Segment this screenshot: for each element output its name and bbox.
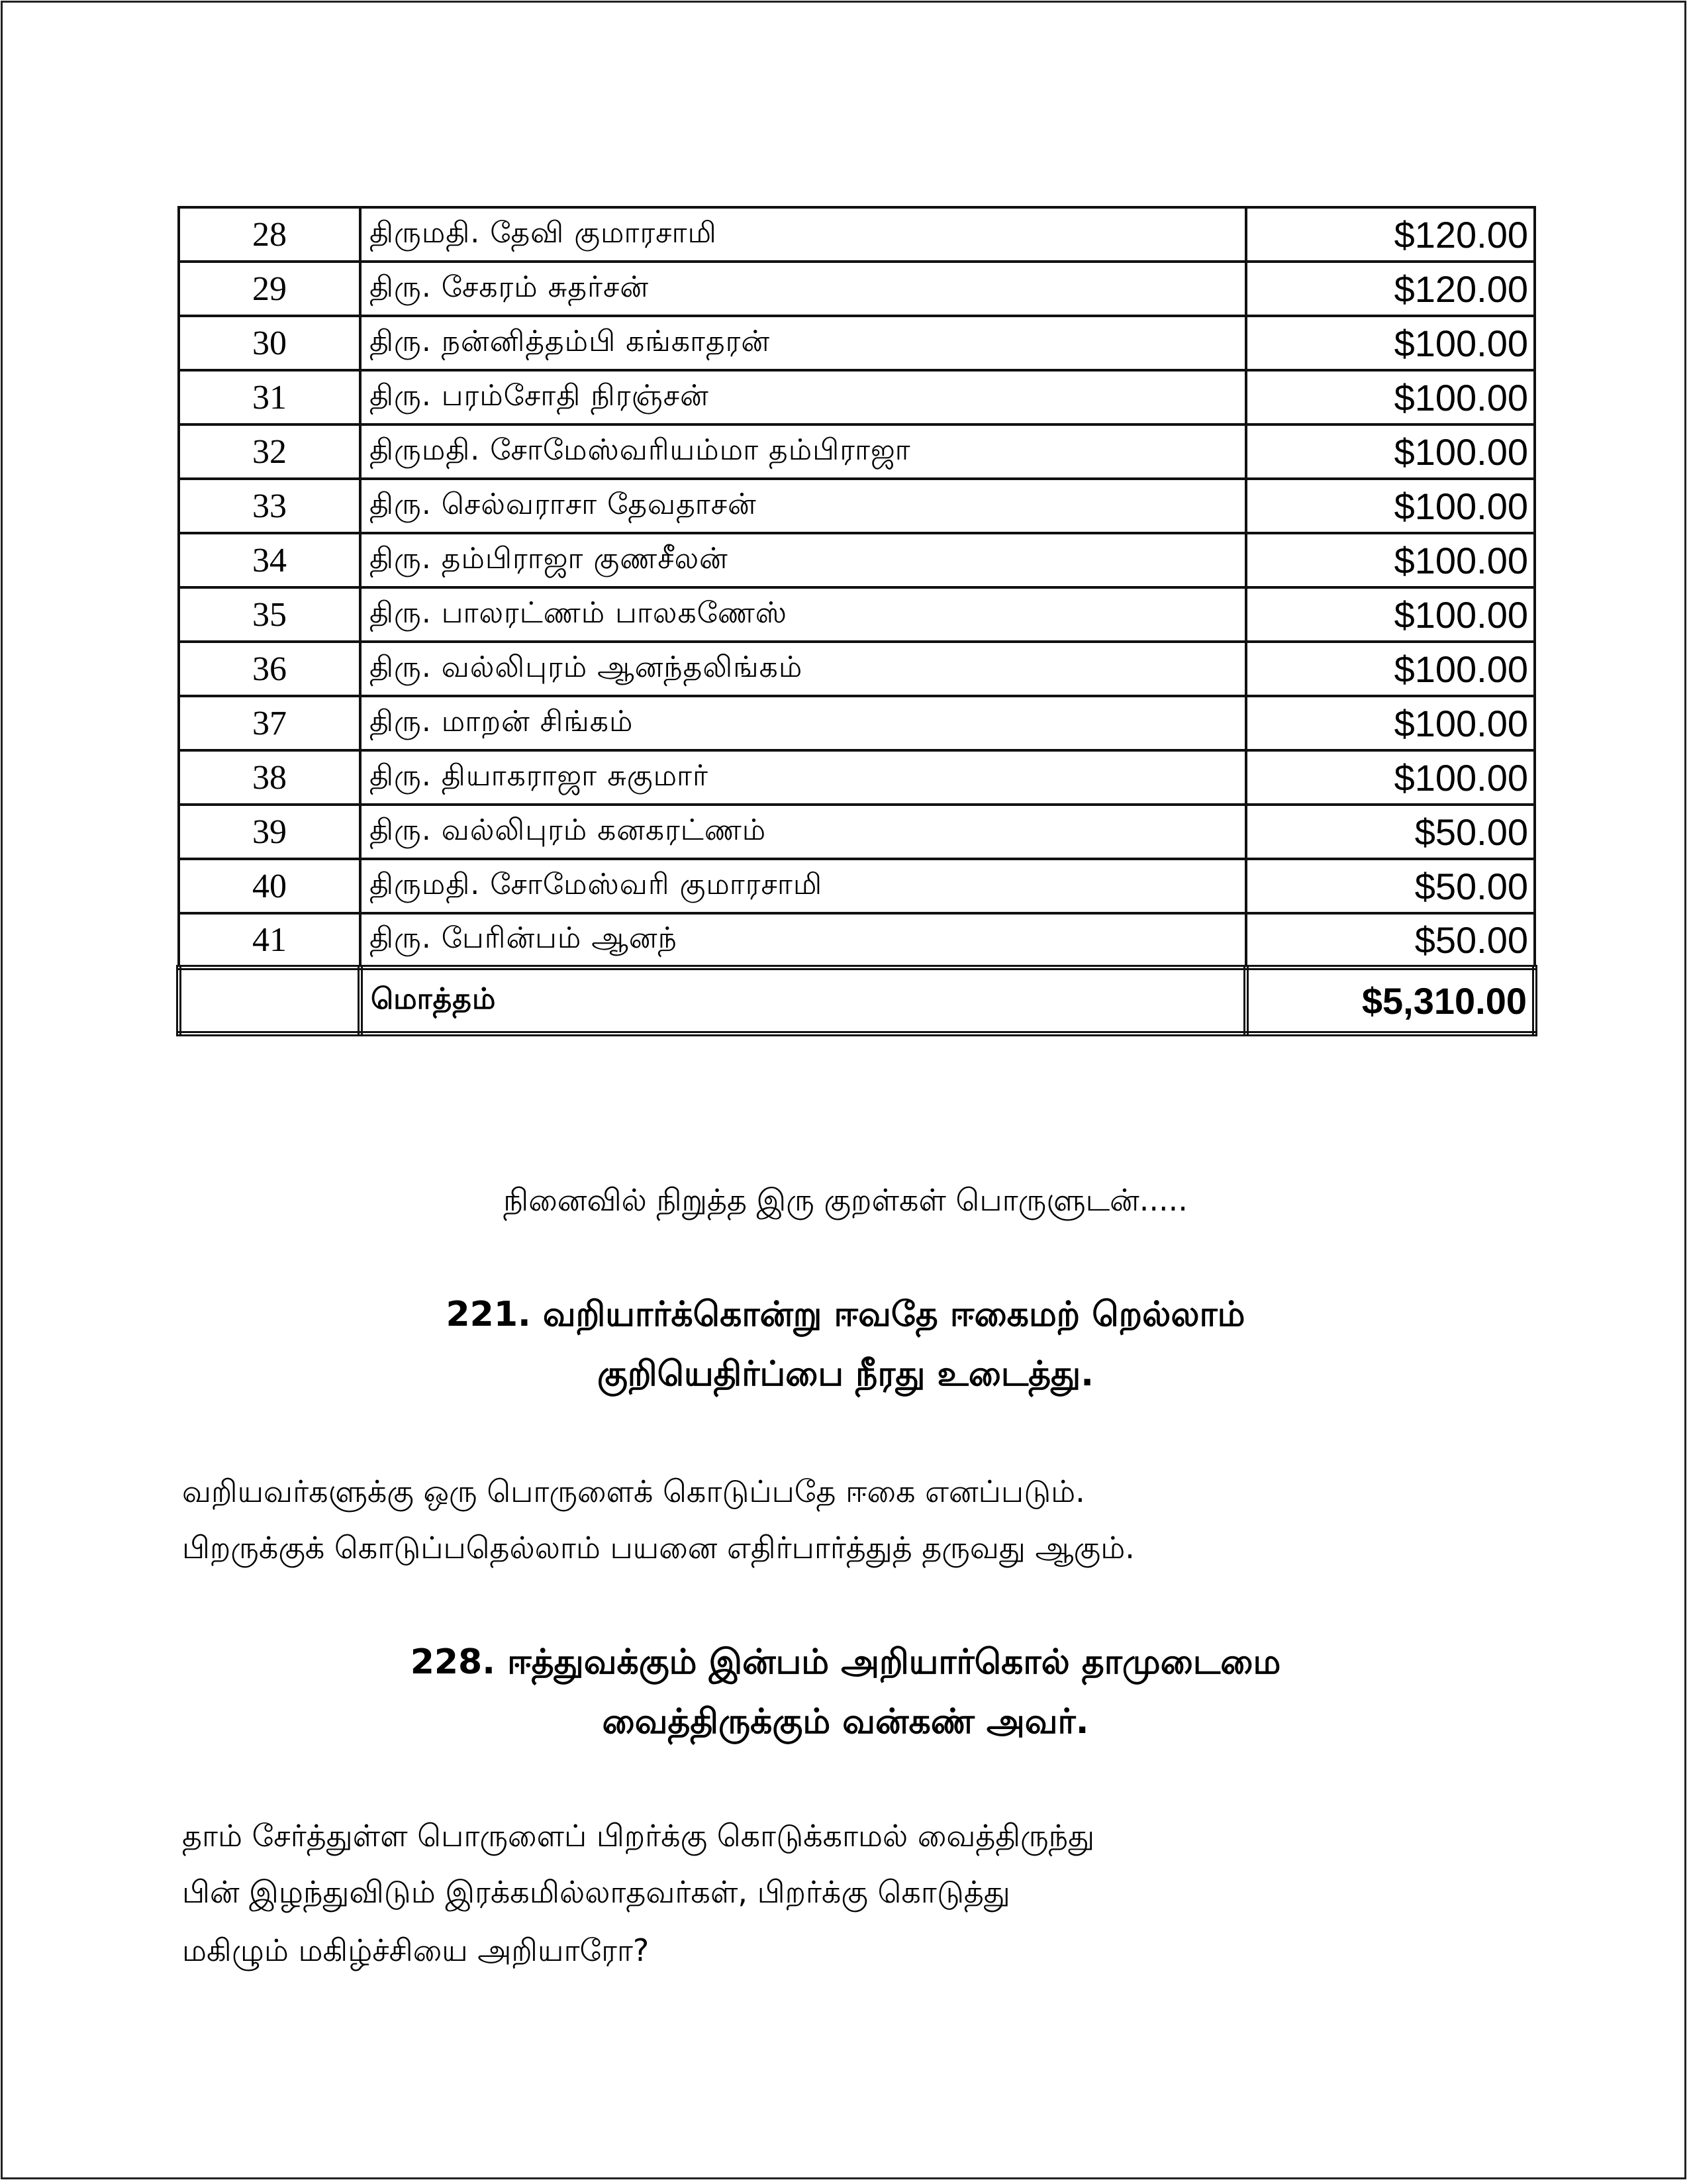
donation-amount: $100.00 (1246, 316, 1535, 370)
total-label: மொத்தம் (360, 968, 1246, 1034)
donor-name: திரு. பரம்சோதி நிரஞ்சன் (360, 370, 1246, 424)
table-row (179, 750, 1535, 805)
donation-amount: $100.00 (1246, 696, 1535, 750)
row-number: 32 (179, 424, 360, 479)
donor-name: திரு. வல்லிபுரம் ஆனந்தலிங்கம் (360, 642, 1246, 696)
row-number: 37 (179, 696, 360, 750)
row-number: 29 (179, 262, 360, 316)
total-row (179, 968, 1535, 1034)
kural-228-meaning-3: மகிழும் மகிழ்ச்சியை அறியாரோ? (182, 1932, 650, 1968)
donor-name: திரு. செல்வராசா தேவதாசன் (360, 479, 1246, 533)
table-row (179, 370, 1535, 424)
donor-table-body (179, 207, 1535, 1034)
table-row (179, 479, 1535, 533)
donor-name: திரு. மாறன் சிங்கம் (360, 696, 1246, 750)
kural-intro: நினைவில் நிறுத்த இரு குறள்கள் பொருளுடன்..... (503, 1182, 1188, 1218)
donation-amount: $120.00 (1246, 262, 1535, 316)
table-row (179, 696, 1535, 750)
donor-name: திரு. நன்னித்தம்பி கங்காதரன் (360, 316, 1246, 370)
row-number: 28 (179, 207, 360, 262)
row-number: 39 (179, 805, 360, 859)
table-row (179, 533, 1535, 587)
table-row (179, 262, 1535, 316)
donor-name: திருமதி. சோமேஸ்வரியம்மா தம்பிராஜா (360, 424, 1246, 479)
kural-221-meaning-2: பிறருக்குக் கொடுப்பதெல்லாம் பயனை எதிர்பார்த்துத் தருவது ஆகும். (182, 1530, 1135, 1565)
row-number: 40 (179, 859, 360, 913)
donation-amount: $100.00 (1246, 370, 1535, 424)
kural-221-meaning-1: வறியவர்களுக்கு ஒரு பொருளைக் கொடுப்பதே ஈகை எனப்படும். (182, 1473, 1085, 1509)
table-row (179, 316, 1535, 370)
kural-228-meaning-1: தாம் சேர்த்துள்ள பொருளைப் பிறர்க்கு கொடுக்காமல் வைத்திருந்து (182, 1818, 1095, 1854)
donor-name: திரு. வல்லிபுரம் கனகரட்ணம் (360, 805, 1246, 859)
kural-221-line-1: 221. வறியார்க்கொன்று ஈவதே ஈகைமற் றெல்லாம் (446, 1295, 1245, 1334)
row-number: 35 (179, 587, 360, 642)
row-number: 38 (179, 750, 360, 805)
donation-amount: $50.00 (1246, 859, 1535, 913)
kural-228-line-2: வைத்திருக்கும் வன்கண் அவர். (602, 1702, 1089, 1742)
table-row (179, 642, 1535, 696)
donation-amount: $100.00 (1246, 750, 1535, 805)
row-number: 30 (179, 316, 360, 370)
donor-name: திரு. தம்பிராஜா குணசீலன் (360, 533, 1246, 587)
table-row (179, 587, 1535, 642)
donation-amount: $100.00 (1246, 587, 1535, 642)
donor-name: திரு. பேரின்பம் ஆனந் (360, 913, 1246, 968)
donor-table (176, 206, 1537, 1036)
donor-name: திரு. தியாகராஜா சுகுமார் (360, 750, 1246, 805)
donation-amount: $100.00 (1246, 479, 1535, 533)
table-row (179, 913, 1535, 968)
donation-amount: $50.00 (1246, 805, 1535, 859)
donor-name: திருமதி. சோமேஸ்வரி குமாரசாமி (360, 859, 1246, 913)
kural-228-line-1: 228. ஈத்துவக்கும் இன்பம் அறியார்கொல் தாமுடைமை (410, 1642, 1281, 1682)
table-row (179, 207, 1535, 262)
total-num-cell (179, 968, 360, 1034)
kural-221-line-2: குறியெதிர்ப்பை நீரது உடைத்து. (597, 1354, 1094, 1394)
row-number: 34 (179, 533, 360, 587)
row-number: 31 (179, 370, 360, 424)
donation-amount: $50.00 (1246, 913, 1535, 968)
table-row (179, 424, 1535, 479)
donation-amount: $100.00 (1246, 642, 1535, 696)
table-row (179, 805, 1535, 859)
kural-228-meaning-2: பின் இழந்துவிடும் இரக்கமில்லாதவர்கள், பிறர்க்கு கொடுத்து (182, 1874, 1010, 1910)
donor-name: திரு. பாலரட்ணம் பாலகணேஸ் (360, 587, 1246, 642)
row-number: 36 (179, 642, 360, 696)
donation-amount: $120.00 (1246, 207, 1535, 262)
total-amount: $5,310.00 (1246, 968, 1535, 1034)
donor-name: திருமதி. தேவி குமாரசாமி (360, 207, 1246, 262)
row-number: 41 (179, 913, 360, 968)
donor-name: திரு. சேகரம் சுதர்சன் (360, 262, 1246, 316)
table-row (179, 859, 1535, 913)
donation-amount: $100.00 (1246, 424, 1535, 479)
row-number: 33 (179, 479, 360, 533)
donation-amount: $100.00 (1246, 533, 1535, 587)
